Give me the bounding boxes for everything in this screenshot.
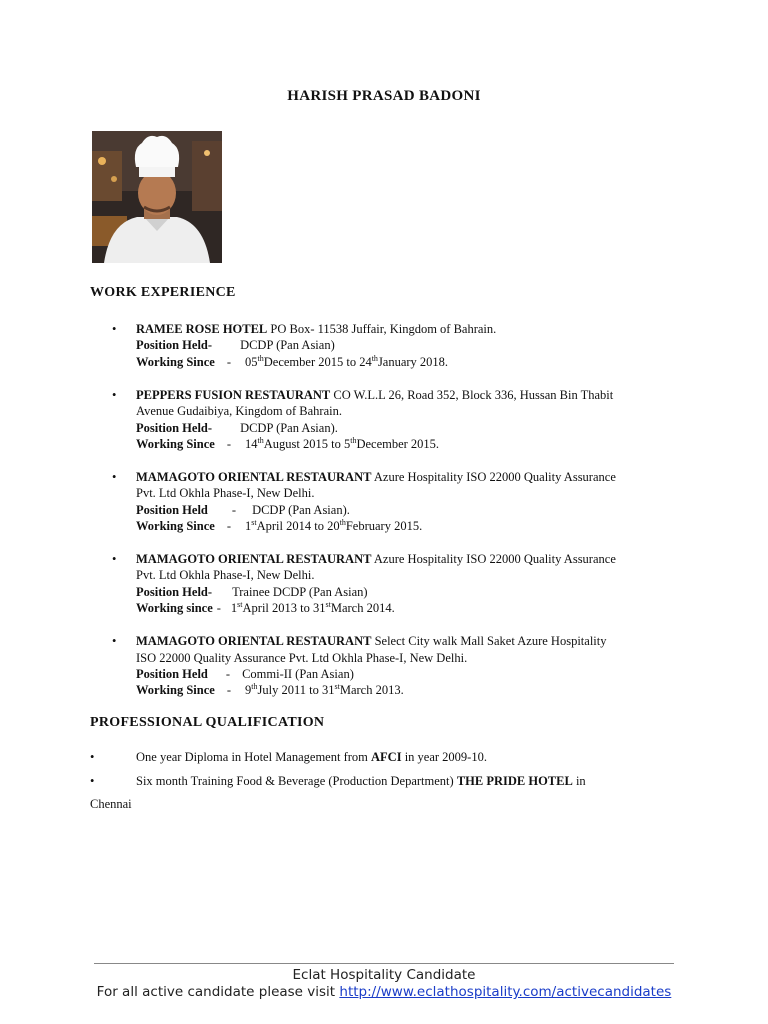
position-value: Trainee DCDP (Pan Asian) (232, 584, 368, 599)
employer-address: CO W.L.L 26, Road 352, Block 336, Hussan Bin Thabit (333, 387, 614, 402)
position-separator: - (207, 584, 213, 599)
from-date: July 2011 to (257, 683, 322, 698)
employer-address-line-2: Pvt. Ltd Okhla Phase-I, New Delhi. (136, 568, 315, 583)
bullet: • (112, 634, 117, 649)
employer-address: PO Box- 11538 Juffair, Kingdom of Bahrain. (270, 322, 497, 336)
position-separator: - (207, 420, 213, 435)
position-value: DCDP (Pan Asian) (240, 338, 335, 353)
to-suffix: th (350, 435, 357, 445)
footer-title: Eclat Hospitality Candidate (292, 967, 476, 983)
from-day: 05 (245, 354, 258, 369)
work-experience-list (112, 321, 692, 715)
profile-photo (92, 131, 222, 263)
to-suffix: st (334, 682, 340, 692)
qualification-item (90, 749, 690, 773)
qualification-text-end: in (572, 774, 586, 788)
to-date: January 2018. (377, 354, 449, 369)
to-date: March 2014. (330, 601, 395, 616)
to-suffix: st (325, 600, 331, 610)
position-label: Position Held (136, 420, 208, 435)
work-experience-heading: WORK EXPERIENCE (90, 285, 236, 300)
bullet: • (112, 387, 117, 402)
candidate-name: HARISH PRASAD BADONI (287, 88, 481, 104)
from-date: April 2014 to (256, 519, 328, 534)
qualification-item (90, 773, 690, 797)
since-label: Working Since (136, 354, 215, 369)
employer-address-line-2: ISO 22000 Quality Assurance Pvt. Ltd Okhla Phase-I, New Delhi. (136, 650, 468, 665)
job-entry (112, 387, 692, 453)
employer-address: Azure Hospitality ISO 22000 Quality Assurance (373, 469, 616, 484)
job-entry (112, 551, 692, 617)
employer-address-line-2: Avenue Gudaibiya, Kingdom of Bahrain. (136, 404, 342, 419)
from-suffix: th (257, 353, 264, 363)
to-day: 5 (343, 436, 351, 451)
job-entry (112, 633, 692, 699)
since-separator: - (216, 601, 221, 616)
from-day: 9 (245, 683, 252, 698)
qualification-text: Six month Training Food & Beverage (Production Department) (136, 774, 457, 788)
position-label: Position Held (136, 502, 208, 517)
employer-name: PEPPERS FUSION RESTAURANT (136, 387, 331, 402)
to-suffix: th (339, 518, 346, 528)
bullet: • (112, 322, 117, 336)
footer-visit-line (0, 984, 768, 1000)
employer-name: RAMEE ROSE HOTEL (136, 322, 268, 336)
since-label: Working Since (136, 683, 215, 698)
since-separator: - (226, 354, 232, 369)
job-entry (112, 321, 692, 370)
employer-name: MAMAGOTO ORIENTAL RESTAURANT (136, 634, 372, 649)
qualification-continuation: Chennai (90, 797, 132, 811)
position-separator: - (207, 338, 213, 353)
since-separator: - (226, 683, 232, 698)
from-date: April 2013 to (242, 601, 313, 616)
employer-address: Select City walk Mall Saket Azure Hospitality (374, 634, 607, 649)
bullet: • (90, 750, 95, 764)
employer-name: MAMAGOTO ORIENTAL RESTAURANT (136, 469, 372, 484)
from-day: 14 (245, 436, 258, 451)
from-date: August 2015 to (263, 436, 344, 451)
position-separator: - (225, 666, 231, 681)
bullet: • (90, 774, 95, 788)
from-suffix: st (251, 518, 257, 528)
since-label: Working since (136, 601, 213, 616)
employer-name: MAMAGOTO ORIENTAL RESTAURANT (136, 551, 372, 566)
employer-address: Azure Hospitality ISO 22000 Quality Assurance (373, 551, 616, 566)
since-separator: - (226, 436, 232, 451)
footer-visit-text: For all active candidate please visit (96, 984, 340, 1000)
bullet: • (112, 551, 117, 566)
active-candidates-link[interactable]: http://www.eclathospitality.com/activecandidates (339, 984, 672, 1000)
to-date: December 2015. (356, 436, 440, 451)
to-date: February 2015. (345, 519, 423, 534)
job-entry (112, 469, 692, 535)
position-label: Position Held (136, 584, 208, 599)
to-day: 20 (327, 519, 340, 534)
position-label: Position Held (136, 338, 208, 353)
since-separator: - (226, 519, 232, 534)
bullet: • (112, 469, 117, 484)
position-value: DCDP (Pan Asian). (240, 420, 338, 435)
to-suffix: th (371, 353, 378, 363)
footer-divider (94, 963, 674, 964)
from-suffix: th (251, 682, 258, 692)
from-suffix: th (257, 435, 264, 445)
to-date: March 2013. (339, 683, 404, 698)
to-day: 31 (321, 683, 335, 698)
position-value: DCDP (Pan Asian). (252, 502, 350, 517)
to-day: 31 (313, 601, 326, 616)
from-day: 1 (230, 601, 238, 616)
from-day: 1 (245, 519, 252, 534)
position-separator: - (231, 502, 237, 517)
qualification-institute: AFCI (371, 750, 402, 764)
to-day: 24 (359, 354, 372, 369)
position-label: Position Held (136, 666, 208, 681)
since-label: Working Since (136, 519, 215, 534)
since-label: Working Since (136, 436, 215, 451)
professional-qualification-heading: PROFESSIONAL QUALIFICATION (90, 715, 325, 730)
employer-address-line-2: Pvt. Ltd Okhla Phase-I, New Delhi. (136, 486, 315, 501)
chef-portrait-image (92, 131, 222, 263)
qualification-institute: THE PRIDE HOTEL (456, 774, 573, 788)
from-date: December 2015 to (263, 354, 360, 369)
qualification-text-end: in year 2009-10. (401, 750, 487, 764)
qualification-list (90, 749, 690, 797)
position-value: Commi-II (Pan Asian) (242, 666, 354, 681)
qualification-text: One year Diploma in Hotel Management from (136, 750, 371, 764)
from-suffix: st (237, 600, 243, 610)
